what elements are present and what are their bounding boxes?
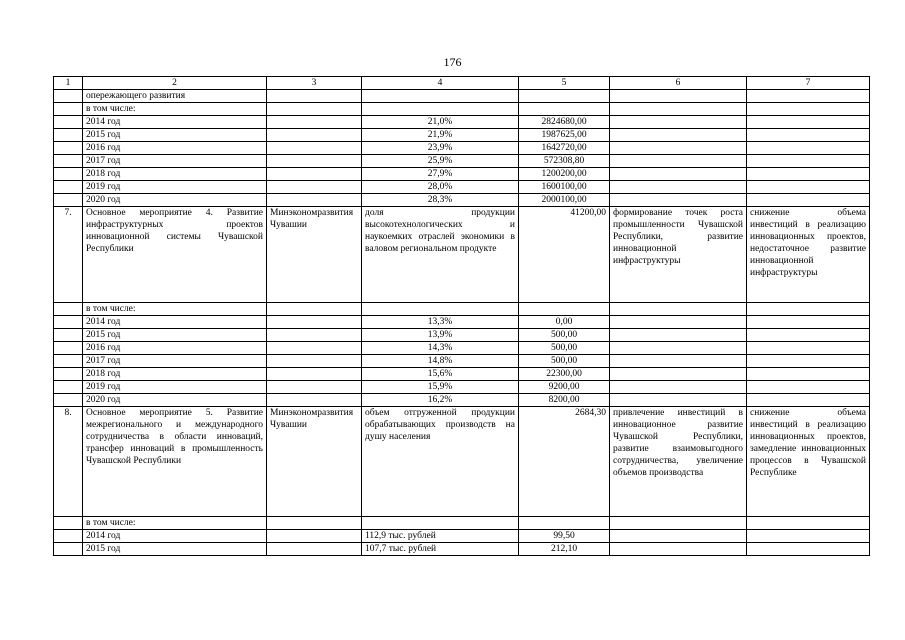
executor-cell <box>267 103 362 116</box>
row-number-cell <box>54 355 83 368</box>
indicator-cell: 16,2% <box>362 394 519 407</box>
indicator-cell: 15,6% <box>362 368 519 381</box>
table-row <box>54 316 870 329</box>
indicator-cell: 28,0% <box>362 181 519 194</box>
measure-name-cell: 2015 год <box>83 129 267 142</box>
header-row <box>54 77 870 90</box>
header-cell: 4 <box>362 77 519 90</box>
risk-cell <box>747 394 870 407</box>
program-table <box>53 76 870 556</box>
indicator-cell: объем отгруженной продукции обрабатывающих производств на душу населения <box>362 407 519 517</box>
indicator-cell: 15,9% <box>362 381 519 394</box>
value-cell: 8200,00 <box>519 394 610 407</box>
header-cell: 6 <box>610 77 747 90</box>
header-cell: 1 <box>54 77 83 90</box>
indicator-cell <box>362 517 519 530</box>
indicator-cell: 27,9% <box>362 168 519 181</box>
risk-cell <box>747 116 870 129</box>
indicator-cell <box>362 90 519 103</box>
row-number-cell <box>54 368 83 381</box>
risk-cell <box>747 303 870 316</box>
measure-name-cell: 2020 год <box>83 394 267 407</box>
executor-cell <box>267 517 362 530</box>
result-cell <box>610 368 747 381</box>
row-number-cell <box>54 103 83 116</box>
value-cell: 500,00 <box>519 355 610 368</box>
measure-name-cell: 2015 год <box>83 329 267 342</box>
result-cell <box>610 168 747 181</box>
executor-cell <box>267 181 362 194</box>
value-cell: 99,50 <box>519 530 610 543</box>
row-number-cell <box>54 129 83 142</box>
row-number-cell <box>54 517 83 530</box>
value-cell <box>519 90 610 103</box>
row-number-cell <box>54 329 83 342</box>
executor-cell <box>267 155 362 168</box>
row-number-cell <box>54 142 83 155</box>
value-cell <box>519 517 610 530</box>
result-cell <box>610 103 747 116</box>
result-cell <box>610 394 747 407</box>
value-cell: 2824680,00 <box>519 116 610 129</box>
result-cell <box>610 142 747 155</box>
executor-cell <box>267 142 362 155</box>
result-cell <box>610 355 747 368</box>
indicator-cell: 21,0% <box>362 116 519 129</box>
table-row <box>54 303 870 316</box>
executor-cell <box>267 168 362 181</box>
result-cell <box>610 155 747 168</box>
measure-name-cell: 2020 год <box>83 194 267 207</box>
row-number-cell <box>54 194 83 207</box>
header-cell: 2 <box>83 77 267 90</box>
value-cell: 500,00 <box>519 329 610 342</box>
executor-cell <box>267 368 362 381</box>
measure-name-cell: 2019 год <box>83 381 267 394</box>
row-number-cell <box>54 543 83 556</box>
header-cell: 7 <box>747 77 870 90</box>
result-cell: формирование точек роста промышленности Чувашской Республики, развитие инновационной инфраструктуры <box>610 207 747 303</box>
row-number-cell <box>54 303 83 316</box>
measure-name-cell: 2014 год <box>83 116 267 129</box>
row-number-cell: 7. <box>54 207 83 303</box>
risk-cell <box>747 181 870 194</box>
executor-cell <box>267 194 362 207</box>
value-cell: 0,00 <box>519 316 610 329</box>
measure-row <box>54 407 870 517</box>
risk-cell: снижение объема инвестиций в реализацию инновационных проектов, недостаточное развитие инновационной инфраструктуры <box>747 207 870 303</box>
result-cell <box>610 530 747 543</box>
value-cell: 1642720,00 <box>519 142 610 155</box>
value-cell: 41200,00 <box>519 207 610 303</box>
row-number-cell <box>54 116 83 129</box>
result-cell <box>610 517 747 530</box>
measure-name-cell: в том числе: <box>83 103 267 116</box>
row-number-cell <box>54 316 83 329</box>
table-row <box>54 543 870 556</box>
row-number-cell <box>54 90 83 103</box>
measure-name-cell: 2017 год <box>83 155 267 168</box>
measure-name-cell: 2019 год <box>83 181 267 194</box>
row-number-cell <box>54 394 83 407</box>
executor-cell: Минэкономразвития Чувашии <box>267 207 362 303</box>
risk-cell <box>747 530 870 543</box>
value-cell: 572308,80 <box>519 155 610 168</box>
indicator-cell: доля продукции высокотехнологических и наукоемких отраслей экономики в валовом региональном продукте <box>362 207 519 303</box>
measure-name-cell: в том числе: <box>83 517 267 530</box>
table-row <box>54 342 870 355</box>
result-cell <box>610 90 747 103</box>
measure-name-cell: 2018 год <box>83 168 267 181</box>
risk-cell <box>747 90 870 103</box>
indicator-cell: 14,3% <box>362 342 519 355</box>
risk-cell <box>747 142 870 155</box>
indicator-cell: 23,9% <box>362 142 519 155</box>
table-row <box>54 116 870 129</box>
executor-cell <box>267 90 362 103</box>
result-cell <box>610 116 747 129</box>
indicator-cell: 28,3% <box>362 194 519 207</box>
result-cell <box>610 129 747 142</box>
row-number-cell <box>54 342 83 355</box>
value-cell: 22300,00 <box>519 368 610 381</box>
indicator-cell: 112,9 тыс. рублей <box>362 530 519 543</box>
executor-cell <box>267 303 362 316</box>
risk-cell <box>747 342 870 355</box>
page-number: 176 <box>443 55 462 69</box>
executor-cell <box>267 530 362 543</box>
executor-cell <box>267 342 362 355</box>
measure-name-cell: опережающего развития <box>83 90 267 103</box>
risk-cell <box>747 168 870 181</box>
risk-cell <box>747 316 870 329</box>
indicator-cell <box>362 103 519 116</box>
table-row <box>54 394 870 407</box>
risk-cell <box>747 355 870 368</box>
indicator-cell: 13,3% <box>362 316 519 329</box>
table-row <box>54 194 870 207</box>
result-cell: привлечение инвестиций в инновационное развитие Чувашской Республики, развитие взаимовыгодного сотрудничества, увеличение объемов производства <box>610 407 747 517</box>
table-row <box>54 129 870 142</box>
row-number-cell <box>54 181 83 194</box>
measure-name-cell: 2016 год <box>83 342 267 355</box>
measure-row <box>54 207 870 303</box>
table-row <box>54 142 870 155</box>
measure-name-cell: в том числе: <box>83 303 267 316</box>
executor-cell <box>267 329 362 342</box>
row-number-cell <box>54 381 83 394</box>
risk-cell <box>747 194 870 207</box>
table-row <box>54 517 870 530</box>
executor-cell <box>267 116 362 129</box>
result-cell <box>610 181 747 194</box>
value-cell: 1600100,00 <box>519 181 610 194</box>
measure-name-cell: 2015 год <box>83 543 267 556</box>
measure-name-cell: Основное мероприятие 4. Развитие инфраструктурных проектов инновационной системы Чувашской Республики <box>83 207 267 303</box>
table-row <box>54 155 870 168</box>
result-cell <box>610 342 747 355</box>
header-cell: 3 <box>267 77 362 90</box>
indicator-cell: 107,7 тыс. рублей <box>362 543 519 556</box>
header-cell: 5 <box>519 77 610 90</box>
result-cell <box>610 316 747 329</box>
value-cell: 1987625,00 <box>519 129 610 142</box>
result-cell <box>610 194 747 207</box>
indicator-cell: 13,9% <box>362 329 519 342</box>
measure-name-cell: 2014 год <box>83 316 267 329</box>
measure-name-cell: 2014 год <box>83 530 267 543</box>
result-cell <box>610 543 747 556</box>
indicator-cell: 21,9% <box>362 129 519 142</box>
measure-name-cell: 2017 год <box>83 355 267 368</box>
risk-cell <box>747 543 870 556</box>
value-cell: 9200,00 <box>519 381 610 394</box>
risk-cell <box>747 329 870 342</box>
value-cell <box>519 303 610 316</box>
executor-cell <box>267 316 362 329</box>
table-row <box>54 355 870 368</box>
measure-name-cell: 2018 год <box>83 368 267 381</box>
table-row <box>54 381 870 394</box>
risk-cell <box>747 368 870 381</box>
row-number-cell: 8. <box>54 407 83 517</box>
row-number-cell <box>54 168 83 181</box>
risk-cell <box>747 103 870 116</box>
risk-cell <box>747 381 870 394</box>
risk-cell <box>747 155 870 168</box>
result-cell <box>610 329 747 342</box>
risk-cell <box>747 517 870 530</box>
executor-cell <box>267 394 362 407</box>
value-cell <box>519 103 610 116</box>
executor-cell <box>267 381 362 394</box>
risk-cell: снижение объема инвестиций в реализацию инновационных проектов, замедление инновационных процессов в Чувашской Республике <box>747 407 870 517</box>
value-cell: 500,00 <box>519 342 610 355</box>
value-cell: 212,10 <box>519 543 610 556</box>
table-row <box>54 530 870 543</box>
risk-cell <box>747 129 870 142</box>
row-number-cell <box>54 530 83 543</box>
result-cell <box>610 381 747 394</box>
executor-cell <box>267 355 362 368</box>
value-cell: 2684,30 <box>519 407 610 517</box>
executor-cell: Минэкономразвития Чувашии <box>267 407 362 517</box>
executor-cell <box>267 129 362 142</box>
measure-name-cell: 2016 год <box>83 142 267 155</box>
table-row <box>54 90 870 103</box>
table-row <box>54 329 870 342</box>
value-cell: 1200200,00 <box>519 168 610 181</box>
table-row <box>54 168 870 181</box>
table-row <box>54 181 870 194</box>
indicator-cell <box>362 303 519 316</box>
table-row <box>54 368 870 381</box>
executor-cell <box>267 543 362 556</box>
row-number-cell <box>54 155 83 168</box>
indicator-cell: 14,8% <box>362 355 519 368</box>
indicator-cell: 25,9% <box>362 155 519 168</box>
measure-name-cell: Основное мероприятие 5. Развитие межрегионального и международного сотрудничества в области инноваций, трансфер инноваций в промышленность Чувашской Республики <box>83 407 267 517</box>
result-cell <box>610 303 747 316</box>
table-row <box>54 103 870 116</box>
value-cell: 2000100,00 <box>519 194 610 207</box>
